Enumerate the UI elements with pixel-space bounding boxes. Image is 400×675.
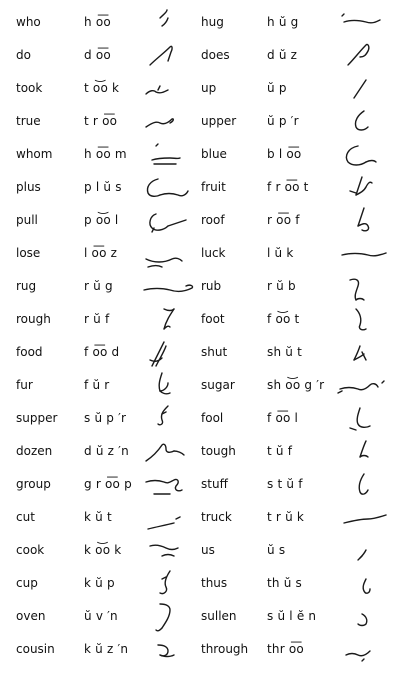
word-right: roof	[201, 213, 225, 227]
upper-sign	[336, 105, 392, 138]
word-left: group	[16, 477, 51, 491]
cup-sign-stroke-0	[160, 571, 170, 594]
vocab-row	[0, 270, 400, 303]
fool-sign-stroke-1	[350, 428, 356, 430]
cook-sign-outline	[140, 534, 196, 567]
rub-sign	[336, 270, 392, 303]
rough-sign	[140, 303, 196, 336]
do-sign-stroke-0	[150, 46, 172, 65]
word-left: rough	[16, 312, 51, 326]
phonetic-right: f o͝o t	[267, 312, 300, 326]
roof-sign-stroke-1	[358, 224, 369, 231]
phonetic-right: s t ŭ f	[267, 477, 303, 491]
tough-sign-stroke-1	[360, 456, 368, 458]
word-right: fruit	[201, 180, 226, 194]
phonetic-right: ŭ p ′r	[267, 114, 299, 128]
phonetic-right: s ŭ l ĕ n	[267, 609, 317, 623]
oven-sign-stroke-0	[160, 604, 170, 628]
cut-sign-outline	[140, 501, 196, 534]
fur-sign-stroke-1	[160, 383, 168, 391]
phonetic-left: r ŭ g	[84, 279, 113, 293]
foot-sign-stroke-0	[356, 309, 366, 330]
shut-sign	[336, 336, 392, 369]
phonetic-right: sh o͝o g ′r	[267, 378, 325, 392]
took-sign-outline	[140, 72, 196, 105]
word-right: through	[201, 642, 249, 656]
phonetic-left: ŭ v ′n	[84, 609, 118, 623]
phonetic-right: r ŭ b	[267, 279, 296, 293]
food-sign	[140, 336, 196, 369]
vocab-row	[0, 72, 400, 105]
vocab-row	[0, 138, 400, 171]
cook-sign-stroke-0	[150, 545, 178, 549]
word-left: lose	[16, 246, 41, 260]
phonetic-left: p o͝o l	[84, 213, 119, 227]
word-right: truck	[201, 510, 232, 524]
plus-sign-outline	[140, 171, 196, 204]
phonetic-right: t ŭ f	[267, 444, 293, 458]
word-right: up	[201, 81, 217, 95]
word-left: cut	[16, 510, 35, 524]
upper-sign-outline	[336, 105, 392, 138]
phonetic-left: k ŭ p	[84, 576, 115, 590]
fur-sign-stroke-2	[160, 391, 170, 394]
who-sign-stroke-0	[160, 10, 167, 18]
up-sign-outline	[336, 72, 392, 105]
word-right: tough	[201, 444, 236, 458]
cup-sign-outline	[140, 567, 196, 600]
whom-sign-stroke-1	[152, 158, 180, 160]
hug-sign	[336, 6, 392, 39]
do-sign	[140, 39, 196, 72]
phonetic-right: h ŭ g	[267, 15, 299, 29]
vocab-row	[0, 435, 400, 468]
word-right: thus	[201, 576, 228, 590]
oven-sign	[140, 600, 196, 633]
phonetic-left: t o͝o k	[84, 81, 120, 95]
truck-sign-outline	[336, 501, 392, 534]
dozen-sign-stroke-0	[146, 444, 174, 461]
sugar-sign-stroke-1	[338, 391, 342, 393]
word-right: sullen	[201, 609, 237, 623]
word-left: cup	[16, 576, 38, 590]
phonetic-right: t r ŭ k	[267, 510, 305, 524]
thus-sign-outline	[336, 567, 392, 600]
rug-sign	[140, 270, 196, 303]
luck-sign-outline	[336, 237, 392, 270]
word-right: upper	[201, 114, 237, 128]
phonetic-right: b l o͞o	[267, 147, 302, 161]
does-sign-outline	[336, 39, 392, 72]
whom-sign	[140, 138, 196, 171]
roof-sign-outline	[336, 204, 392, 237]
word-left: whom	[16, 147, 53, 161]
word-left: cousin	[16, 642, 55, 656]
who-sign-outline	[140, 6, 196, 39]
up-sign	[336, 72, 392, 105]
dozen-sign-stroke-1	[174, 451, 184, 455]
phonetic-left: s ŭ p ′r	[84, 411, 127, 425]
vocab-row	[0, 501, 400, 534]
food-sign-outline	[140, 336, 196, 369]
word-right: stuff	[201, 477, 228, 491]
group-sign	[140, 468, 196, 501]
fur-sign-outline	[140, 369, 196, 402]
phonetic-right: th ŭ s	[267, 576, 302, 590]
fur-sign-stroke-0	[159, 373, 162, 391]
group-sign-outline	[140, 468, 196, 501]
sullen-sign-stroke-0	[358, 614, 367, 626]
through-sign	[336, 633, 392, 666]
word-left: fur	[16, 378, 33, 392]
group-sign-stroke-0	[146, 479, 182, 490]
phonetic-left: t r o͞o	[84, 114, 118, 128]
oven-sign-outline	[140, 600, 196, 633]
phonetic-right: f r o͞o t	[267, 180, 309, 194]
word-right: shut	[201, 345, 228, 359]
through-sign-outline	[336, 633, 392, 666]
whom-sign-outline	[140, 138, 196, 171]
rub-sign-stroke-0	[350, 279, 359, 300]
word-right: us	[201, 543, 215, 557]
phonetic-left: h o͞o m	[84, 147, 127, 161]
phonetic-right: ŭ s	[267, 543, 286, 557]
us-sign-stroke-1	[358, 556, 362, 560]
us-sign	[336, 534, 392, 567]
do-sign-outline	[140, 39, 196, 72]
stuff-sign-outline	[336, 468, 392, 501]
plus-sign-stroke-0	[147, 179, 160, 196]
word-right: luck	[201, 246, 226, 260]
plus-sign-stroke-1	[160, 191, 188, 196]
phonetic-right: f o͞o l	[267, 411, 299, 425]
does-sign	[336, 39, 392, 72]
plus-sign	[140, 171, 196, 204]
took-sign-stroke-1	[158, 86, 160, 90]
word-left: dozen	[16, 444, 53, 458]
thus-sign-stroke-0	[363, 579, 370, 593]
rug-sign-outline	[140, 270, 196, 303]
cup-sign	[140, 567, 196, 600]
lose-sign-outline	[140, 237, 196, 270]
phonetic-right: d ŭ z	[267, 48, 298, 62]
supper-sign-stroke-0	[158, 406, 168, 425]
hug-sign-outline	[336, 6, 392, 39]
vocab-row	[0, 600, 400, 633]
supper-sign-outline	[140, 402, 196, 435]
thus-sign	[336, 567, 392, 600]
phonetic-left: h o͞o	[84, 15, 111, 29]
true-sign	[140, 105, 196, 138]
vocab-row	[0, 39, 400, 72]
through-sign-stroke-0	[346, 651, 370, 656]
rug-sign-stroke-0	[144, 285, 193, 291]
sugar-sign-stroke-0	[340, 384, 378, 390]
hug-sign-stroke-1	[342, 14, 344, 16]
phonetic-left: k o͝o k	[84, 543, 122, 557]
rough-sign-outline	[140, 303, 196, 336]
took-sign	[140, 72, 196, 105]
stuff-sign	[336, 468, 392, 501]
phonetic-right: ŭ p	[267, 81, 287, 95]
cut-sign	[140, 501, 196, 534]
sugar-sign-outline	[336, 369, 392, 402]
lose-sign-stroke-0	[146, 258, 182, 262]
vocab-row	[0, 171, 400, 204]
phonetic-left: l o͞o z	[84, 246, 118, 260]
whom-sign-stroke-0	[156, 144, 158, 146]
phonetic-right: sh ŭ t	[267, 345, 302, 359]
us-sign-outline	[336, 534, 392, 567]
shut-sign-stroke-2	[362, 352, 366, 360]
up-sign-stroke-0	[354, 80, 366, 98]
through-sign-stroke-1	[362, 659, 364, 661]
sugar-sign	[336, 369, 392, 402]
pull-sign-stroke-0	[150, 214, 168, 230]
word-right: sugar	[201, 378, 235, 392]
does-sign-stroke-0	[348, 44, 369, 65]
vocab-row	[0, 468, 400, 501]
truck-sign-stroke-0	[344, 515, 386, 523]
luck-sign-stroke-0	[342, 253, 386, 256]
word-left: oven	[16, 609, 46, 623]
word-left: who	[16, 15, 41, 29]
fur-sign	[140, 369, 196, 402]
pull-sign-stroke-1	[168, 220, 186, 226]
foot-sign	[336, 303, 392, 336]
pull-sign-outline	[140, 204, 196, 237]
sugar-sign-stroke-2	[382, 381, 384, 383]
tough-sign-stroke-0	[360, 441, 366, 457]
true-sign-outline	[140, 105, 196, 138]
phonetic-left: f ŭ r	[84, 378, 110, 392]
word-left: true	[16, 114, 41, 128]
word-left: took	[16, 81, 43, 95]
luck-sign	[336, 237, 392, 270]
word-left: do	[16, 48, 31, 62]
cousin-sign-stroke-0	[158, 645, 168, 656]
phonetic-right: r o͞o f	[267, 213, 300, 227]
blue-sign-stroke-1	[366, 161, 376, 163]
vocab-row	[0, 336, 400, 369]
took-sign-stroke-0	[146, 90, 168, 94]
phonetic-left: p l ŭ s	[84, 180, 122, 194]
tough-sign-outline	[336, 435, 392, 468]
vocab-row	[0, 105, 400, 138]
blue-sign-stroke-0	[346, 146, 366, 165]
vocab-row	[0, 204, 400, 237]
word-right: does	[201, 48, 230, 62]
upper-sign-stroke-0	[355, 111, 368, 130]
who-sign	[140, 6, 196, 39]
vocab-row	[0, 633, 400, 666]
word-right: foot	[201, 312, 225, 326]
oven-sign-stroke-1	[156, 628, 162, 631]
phonetic-left: d o͞o	[84, 48, 111, 62]
rub-sign-stroke-1	[356, 299, 364, 301]
cut-sign-stroke-0	[148, 523, 174, 529]
phonetic-right: l ŭ k	[267, 246, 294, 260]
hug-sign-stroke-0	[344, 20, 380, 23]
sullen-sign	[336, 600, 392, 633]
lose-sign-stroke-1	[148, 266, 162, 268]
cut-sign-stroke-1	[176, 517, 180, 519]
word-right: hug	[201, 15, 224, 29]
fool-sign	[336, 402, 392, 435]
phonetic-left: r ŭ f	[84, 312, 110, 326]
fool-sign-outline	[336, 402, 392, 435]
vocab-row	[0, 303, 400, 336]
vocab-row	[0, 567, 400, 600]
fruit-sign	[336, 171, 392, 204]
vocab-row	[0, 237, 400, 270]
word-left: supper	[16, 411, 58, 425]
pull-sign	[140, 204, 196, 237]
word-left: plus	[16, 180, 41, 194]
fruit-sign-outline	[336, 171, 392, 204]
word-left: cook	[16, 543, 45, 557]
phonetic-left: k ŭ t	[84, 510, 112, 524]
vocab-row	[0, 369, 400, 402]
supper-sign	[140, 402, 196, 435]
word-right: rub	[201, 279, 222, 293]
fool-sign-stroke-0	[357, 408, 370, 427]
who-sign-stroke-1	[162, 18, 168, 26]
phonetic-left: d ŭ z ′n	[84, 444, 129, 458]
word-left: pull	[16, 213, 38, 227]
stuff-sign-stroke-0	[359, 474, 368, 494]
vocab-row	[0, 534, 400, 567]
phonetic-left: k ŭ z ′n	[84, 642, 129, 656]
vocab-row	[0, 402, 400, 435]
lose-sign	[140, 237, 196, 270]
cousin-sign-outline	[140, 633, 196, 666]
cook-sign	[140, 534, 196, 567]
cook-sign-stroke-1	[162, 555, 174, 557]
fruit-sign-stroke-2	[350, 191, 356, 193]
truck-sign	[336, 501, 392, 534]
foot-sign-outline	[336, 303, 392, 336]
shut-sign-outline	[336, 336, 392, 369]
vocab-row	[0, 6, 400, 39]
word-right: blue	[201, 147, 227, 161]
dozen-sign-outline	[140, 435, 196, 468]
word-left: food	[16, 345, 43, 359]
roof-sign	[336, 204, 392, 237]
phonetic-right: thr o͞o	[267, 642, 304, 656]
tough-sign	[336, 435, 392, 468]
word-left: rug	[16, 279, 37, 293]
blue-sign	[336, 138, 392, 171]
rub-sign-outline	[336, 270, 392, 303]
cousin-sign	[140, 633, 196, 666]
true-sign-stroke-0	[146, 119, 173, 127]
phonetic-left: f o͞o d	[84, 345, 120, 359]
word-right: fool	[201, 411, 224, 425]
blue-sign-outline	[336, 138, 392, 171]
phonetic-left: g r o͞o p	[84, 477, 132, 491]
dozen-sign	[140, 435, 196, 468]
cousin-sign-stroke-1	[160, 655, 174, 657]
sullen-sign-outline	[336, 600, 392, 633]
